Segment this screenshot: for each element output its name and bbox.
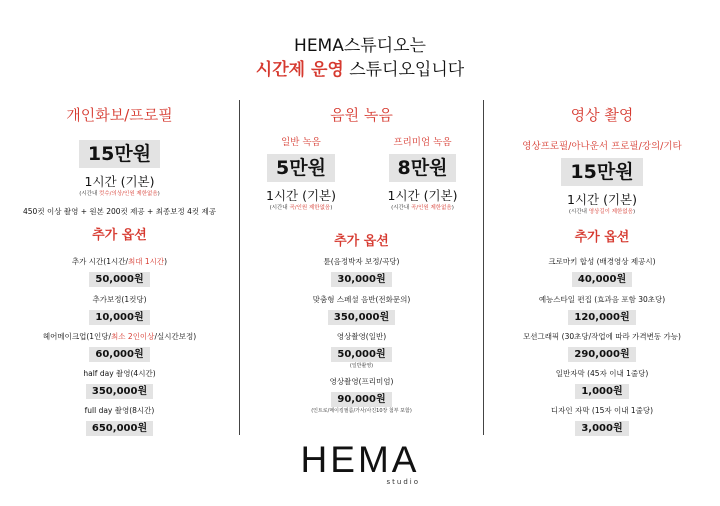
option-item (484, 331, 720, 362)
option-price: 60,000원 (89, 347, 149, 362)
option-item (484, 368, 720, 399)
option-label: half day 촬영(4시간) (83, 369, 156, 378)
option-price: 30,000원 (331, 272, 391, 287)
option-price: 350,000원 (86, 384, 153, 399)
base-duration: 1시간 (기본) (567, 192, 637, 207)
option-item (0, 256, 239, 287)
plan-name: 프리미엄 녹음 (393, 137, 452, 148)
option-label: 추가보정(1컷당) (92, 295, 147, 304)
option-price: 10,000원 (89, 310, 149, 325)
header-line-2-rest: 스튜디오입니다 (343, 60, 465, 80)
option-item (484, 256, 720, 287)
option-label: 크로마키 합성 (배경영상 제공시) (548, 257, 656, 266)
option-note: (일반촬영) (349, 363, 374, 369)
plan-note: (시간내 곡/인원 제한없음) (269, 205, 333, 211)
base-note: (시간내 영상길이 제한없음) (568, 209, 636, 215)
option-label: 맞춤형 스페셜 음반(전화문의) (312, 295, 411, 304)
package-description: 450컷 이상 촬영 + 원본 200컷 제공 + 최종보정 4컷 제공 (23, 207, 216, 216)
plan-note: (시간내 곡/인원 제한없음) (391, 205, 454, 211)
plan-duration: 1시간 (기본) (266, 188, 336, 203)
column-audio (240, 104, 483, 126)
base-price: 15만원 (79, 140, 160, 168)
option-item (0, 368, 239, 399)
option-price: 90,000원 (331, 392, 391, 407)
option-label: 영상촬영(프리미엄) (329, 377, 394, 386)
option-item (240, 331, 483, 370)
options-heading: 추가 옵션 (92, 228, 147, 243)
option-item (0, 331, 239, 362)
column-title: 음원 녹음 (330, 106, 393, 124)
options-heading: 추가 옵션 (574, 230, 630, 245)
option-label: 헤어메이크업(1인당/최소 2인이상/실시간보정) (42, 332, 197, 341)
option-label: 모션그래픽 (30초당/작업에 따라 가격변동 가능) (523, 332, 681, 341)
option-price: 3,000원 (575, 421, 628, 436)
plan-name: 일반 녹음 (281, 137, 321, 148)
logo-subtitle: studio (386, 478, 420, 486)
option-label: 디자인 자막 (15자 이내 1줄당) (550, 406, 654, 415)
audio-options-heading-wrap (240, 233, 483, 251)
header-highlight: 시간제 운영 (255, 60, 344, 80)
base-duration: 1시간 (기본) (84, 174, 155, 189)
option-price: 650,000원 (86, 421, 153, 436)
logo-wordmark: HEMA (300, 439, 420, 480)
brand-logo (290, 440, 430, 486)
option-note: (인트로/메이킹필름/가사/사진10장 첨부 포함) (311, 408, 412, 414)
option-item (484, 294, 720, 325)
header-line-2 (0, 55, 720, 80)
option-price: 40,000원 (572, 272, 632, 287)
option-price: 350,000원 (328, 310, 395, 325)
option-label: 일반자막 (45자 이내 1줄당) (555, 369, 649, 378)
option-item (0, 405, 239, 436)
option-price: 120,000원 (568, 310, 635, 325)
option-label: full day 촬영(8시간) (84, 406, 155, 415)
header-line-1: HEMA스튜디오는 (294, 36, 426, 56)
audio-premium (362, 134, 483, 212)
option-label: 예능스타일 편집 (효과음 포함 30초당) (538, 295, 666, 304)
option-price: 50,000원 (89, 272, 149, 287)
column-title: 개인화보/프로필 (66, 106, 173, 124)
plan-price: 8만원 (389, 154, 457, 182)
option-price: 290,000원 (568, 347, 635, 362)
audio-standard (240, 134, 362, 212)
base-price: 15만원 (561, 158, 642, 186)
column-portrait (0, 104, 239, 245)
option-label: 추가 시간(1시간/최대 1시간) (71, 257, 168, 266)
option-price: 1,000원 (575, 384, 628, 399)
plan-price: 5만원 (267, 154, 335, 182)
option-item (484, 405, 720, 436)
option-item (240, 256, 483, 287)
plan-name: 영상프로필/아나운서 프로필/강의/기타 (522, 141, 682, 152)
option-label: 튠(음정박자 보정/곡당) (323, 257, 400, 266)
column-video (484, 104, 720, 247)
column-title: 영상 촬영 (570, 106, 634, 124)
option-item (240, 376, 483, 415)
option-label: 영상촬영(일반) (336, 332, 387, 341)
plan-duration: 1시간 (기본) (387, 188, 458, 203)
base-note: (시간내 컷수/의상/인원 제한없음) (79, 191, 160, 197)
option-item (0, 294, 239, 325)
option-price: 50,000원 (331, 347, 391, 362)
options-heading: 추가 옵션 (334, 234, 389, 249)
option-item (240, 294, 483, 325)
